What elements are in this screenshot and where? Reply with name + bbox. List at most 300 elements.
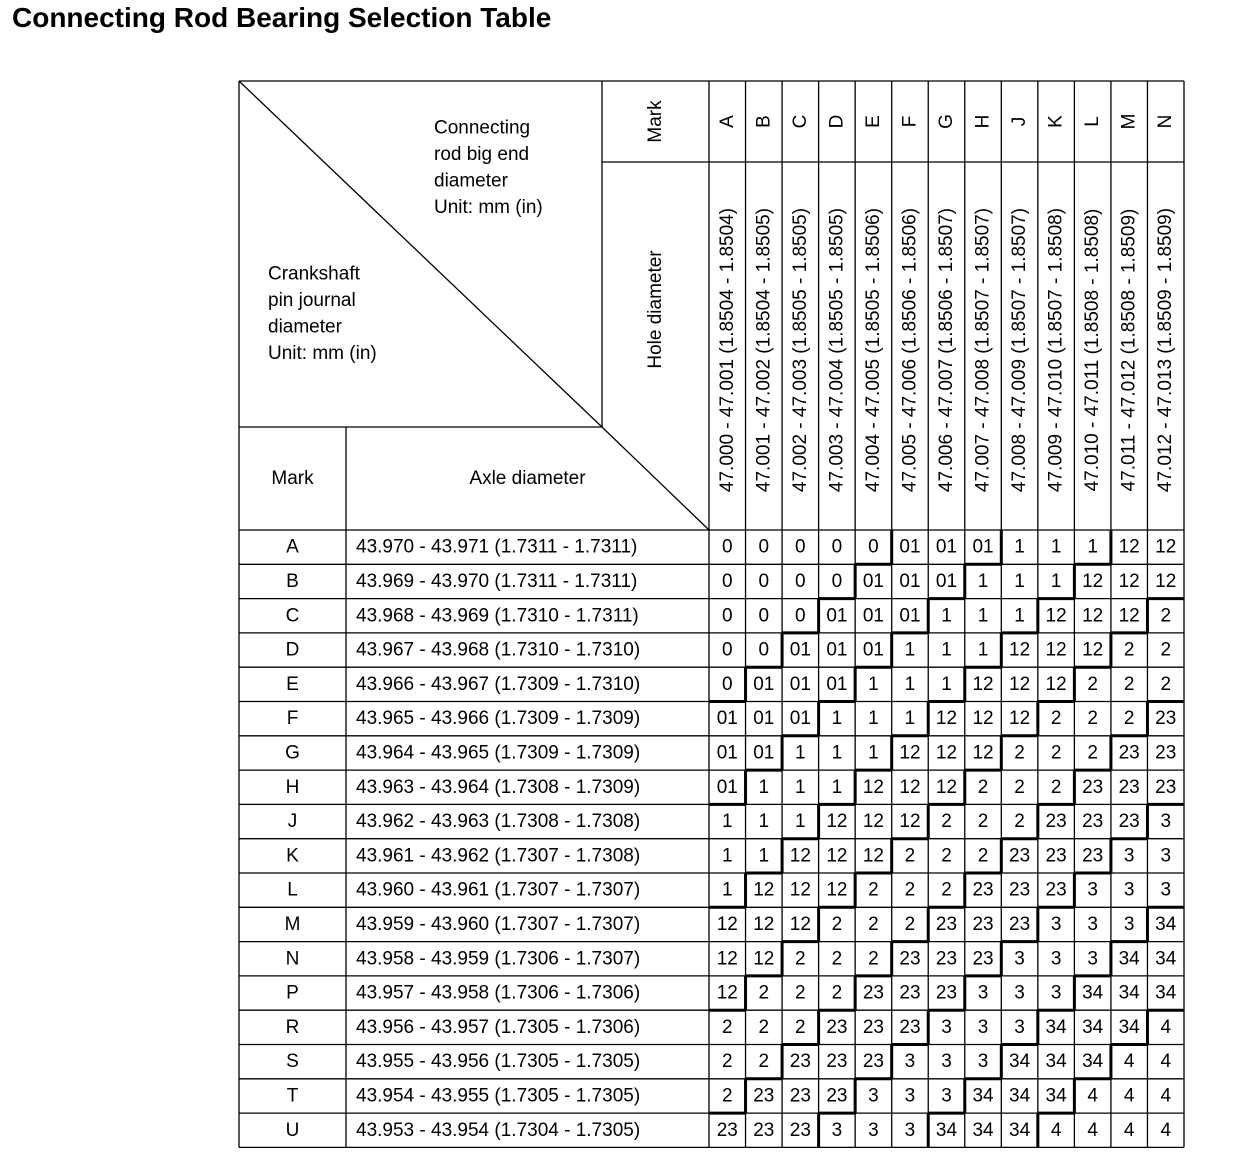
hole-diameter-range: 47.000 - 47.001 (1.8504 - 1.8504) [716, 207, 738, 493]
bearing-grade-cell: 3 [1014, 982, 1025, 1004]
hole-diameter-range: 47.009 - 47.010 (1.8507 - 1.8508) [1045, 207, 1067, 493]
hole-diameter-range: 47.003 - 47.004 (1.8505 - 1.8505) [826, 207, 848, 493]
bearing-grade-cell: 12 [716, 913, 738, 935]
bearing-grade-cell: 01 [935, 570, 958, 592]
rod-diameter-label: rod big end [434, 144, 530, 165]
bearing-grade-cell: 1 [904, 708, 916, 730]
journal-diameter-label: Crankshaft [268, 263, 360, 285]
bearing-grade-cell: 2 [868, 948, 879, 970]
axle-diameter-range: 43.964 - 43.965 (1.7309 - 1.7309) [356, 742, 641, 764]
bearing-grade-cell: 01 [753, 742, 775, 764]
bearing-grade-cell: 12 [1045, 605, 1067, 627]
bearing-grade-cell: 01 [753, 673, 775, 695]
axle-diameter-range: 43.959 - 43.960 (1.7307 - 1.7307) [356, 913, 641, 935]
bearing-grade-cell: 0 [795, 570, 806, 592]
bearing-grade-cell: 1 [831, 742, 843, 764]
bearing-grade-cell: 23 [1118, 776, 1140, 798]
bearing-grade-cell: 23 [1118, 811, 1140, 833]
bearing-grade-cell: 2 [1050, 776, 1062, 798]
bearing-grade-cell: 2 [1123, 708, 1135, 730]
bearing-grade-cell: 12 [789, 845, 811, 867]
bearing-grade-cell: 3 [941, 1051, 952, 1073]
bearing-grade-cell: 23 [1045, 811, 1067, 833]
row-mark-heading: Mark [271, 468, 314, 489]
bearing-grade-cell: 2 [1087, 742, 1098, 764]
bearing-grade-cell: 01 [862, 605, 884, 627]
journal-diameter-label: diameter [268, 316, 342, 338]
bearing-grade-cell: 12 [1045, 673, 1067, 695]
bearing-grade-cell: 12 [862, 811, 884, 833]
bearing-grade-cell: 34 [1045, 1016, 1067, 1038]
bearing-grade-cell: 23 [935, 913, 958, 935]
bearing-grade-cell: 0 [721, 605, 733, 627]
bearing-grade-cell: 3 [868, 1085, 879, 1107]
row-mark: T [286, 1085, 299, 1107]
row-mark: H [285, 776, 300, 798]
bearing-grade-cell: 34 [1118, 1016, 1140, 1038]
hole-diameter-range: 47.012 - 47.013 (1.8509 - 1.8509) [1155, 207, 1177, 493]
bearing-grade-cell: 34 [1009, 1119, 1031, 1141]
bearing-grade-cell: 12 [862, 776, 884, 798]
bearing-grade-cell: 0 [758, 605, 770, 627]
axle-diameter-range: 43.970 - 43.971 (1.7311 - 1.7311) [356, 536, 638, 558]
bearing-grade-cell: 0 [758, 570, 770, 592]
journal-diameter-label: Unit: mm (in) [268, 343, 377, 364]
row-mark: B [286, 570, 299, 592]
bearing-grade-cell: 1 [721, 879, 733, 901]
bearing-grade-cell: 01 [826, 673, 848, 695]
bearing-grade-cell: 23 [826, 1085, 848, 1107]
axle-diameter-range: 43.961 - 43.962 (1.7307 - 1.7308) [356, 845, 641, 867]
column-mark: G [936, 114, 957, 129]
bearing-grade-cell: 12 [1155, 536, 1177, 558]
bearing-grade-cell: 2 [941, 879, 952, 901]
row-mark: C [285, 605, 300, 627]
column-mark: A [716, 115, 738, 128]
rod-diameter-label: Connecting [434, 117, 531, 139]
bearing-grade-cell: 1 [721, 811, 733, 833]
bearing-grade-cell: 12 [1045, 639, 1067, 661]
bearing-grade-cell: 23 [789, 1085, 811, 1107]
bearing-grade-cell: 12 [826, 845, 848, 867]
bearing-grade-cell: 34 [1118, 948, 1140, 970]
bearing-grade-cell: 2 [977, 776, 989, 798]
bearing-grade-cell: 2 [904, 845, 916, 867]
row-mark: J [287, 811, 298, 833]
bearing-grade-cell: 01 [716, 776, 738, 798]
row-mark: D [285, 639, 300, 661]
bearing-grade-cell: 34 [1155, 948, 1177, 970]
bearing-grade-cell: 1 [1050, 570, 1062, 592]
bearing-grade-cell: 3 [1087, 913, 1098, 935]
bearing-grade-cell: 12 [972, 742, 994, 764]
bearing-grade-cell: 01 [789, 673, 811, 695]
row-mark: S [286, 1051, 299, 1073]
bearing-grade-cell: 4 [1123, 1051, 1135, 1073]
bearing-grade-cell: 12 [1082, 605, 1104, 627]
bearing-grade-cell: 4 [1160, 1085, 1172, 1107]
bearing-grade-cell: 2 [977, 811, 989, 833]
bearing-grade-cell: 34 [1009, 1051, 1031, 1073]
bearing-grade-cell: 3 [977, 1016, 989, 1038]
bearing-grade-cell: 23 [716, 1119, 738, 1141]
bearing-grade-cell: 12 [789, 879, 811, 901]
bearing-grade-cell: 2 [868, 879, 879, 901]
hole-diameter-range: 47.010 - 47.011 (1.8508 - 1.8508) [1082, 208, 1104, 492]
bearing-grade-cell: 2 [1014, 776, 1025, 798]
row-mark: N [285, 948, 300, 970]
journal-diameter-label: pin journal [268, 290, 356, 311]
bearing-grade-cell: 12 [935, 742, 958, 764]
bearing-grade-cell: 01 [753, 708, 775, 730]
corner-diagonal [602, 427, 709, 530]
bearing-grade-cell: 34 [1009, 1085, 1031, 1107]
row-mark: A [286, 536, 299, 558]
bearing-grade-cell: 3 [1014, 1016, 1025, 1038]
bearing-grade-cell: 1 [795, 776, 806, 798]
axle-diameter-range: 43.957 - 43.958 (1.7306 - 1.7306) [356, 982, 641, 1004]
bearing-grade-cell: 1 [1014, 605, 1025, 627]
bearing-grade-cell: 3 [1123, 879, 1135, 901]
bearing-grade-cell: 2 [1014, 811, 1025, 833]
column-mark: N [1155, 114, 1177, 129]
column-mark: H [972, 114, 994, 129]
page-title: Connecting Rod Bearing Selection Table [12, 2, 552, 33]
bearing-grade-cell: 2 [758, 1016, 770, 1038]
bearing-grade-cell: 01 [789, 639, 811, 661]
bearing-grade-cell: 3 [904, 1085, 916, 1107]
bearing-grade-cell: 23 [1045, 845, 1067, 867]
bearing-grade-cell: 23 [1082, 776, 1104, 798]
column-mark: E [862, 115, 884, 128]
bearing-grade-cell: 2 [1160, 605, 1172, 627]
bearing-grade-cell: 3 [977, 1051, 989, 1073]
bearing-grade-cell: 23 [1082, 845, 1104, 867]
bearing-grade-cell: 01 [899, 605, 921, 627]
bearing-grade-cell: 23 [789, 1051, 811, 1073]
bearing-grade-cell: 1 [941, 639, 952, 661]
bearing-grade-cell: 0 [795, 536, 806, 558]
column-mark: D [826, 114, 848, 129]
bearing-grade-cell: 12 [935, 708, 958, 730]
column-mark: F [899, 115, 921, 128]
bearing-grade-cell: 0 [758, 536, 770, 558]
bearing-grade-cell: 12 [1009, 639, 1031, 661]
bearing-grade-cell: 2 [721, 1051, 733, 1073]
bearing-grade-cell: 12 [1155, 570, 1177, 592]
bearing-grade-cell: 2 [795, 1016, 806, 1038]
bearing-grade-cell: 2 [758, 1051, 770, 1073]
bearing-grade-cell: 1 [831, 708, 843, 730]
bearing-grade-cell: 2 [1087, 708, 1098, 730]
axle-diameter-range: 43.956 - 43.957 (1.7305 - 1.7306) [356, 1016, 641, 1038]
bearing-grade-cell: 2 [1050, 708, 1062, 730]
bearing-grade-cell: 2 [1050, 742, 1062, 764]
bearing-grade-cell: 4 [1123, 1119, 1135, 1141]
bearing-grade-cell: 3 [904, 1051, 916, 1073]
bearing-grade-cell: 2 [941, 845, 952, 867]
bearing-grade-cell: 23 [862, 1016, 884, 1038]
bearing-grade-cell: 12 [972, 708, 994, 730]
bearing-grade-cell: 2 [941, 811, 952, 833]
row-mark: U [285, 1119, 300, 1141]
row-mark: F [286, 708, 299, 730]
bearing-grade-cell: 34 [972, 1085, 994, 1107]
bearing-grade-cell: 01 [972, 536, 994, 558]
bearing-grade-cell: 2 [1087, 673, 1098, 695]
rod-diameter-label: diameter [434, 170, 508, 192]
bearing-grade-cell: 2 [795, 982, 806, 1004]
bearing-grade-cell: 4 [1160, 1051, 1172, 1073]
bearing-grade-cell: 23 [862, 982, 884, 1004]
column-mark: L [1082, 116, 1104, 127]
bearing-grade-cell: 2 [904, 913, 916, 935]
bearing-grade-cell: 12 [789, 913, 811, 935]
bearing-grade-cell: 3 [1050, 982, 1062, 1004]
bearing-grade-cell: 12 [826, 879, 848, 901]
bearing-grade-cell: 12 [1118, 570, 1140, 592]
bearing-grade-cell: 12 [716, 982, 738, 1004]
bearing-grade-cell: 23 [826, 1051, 848, 1073]
bearing-grade-cell: 34 [1118, 982, 1140, 1004]
row-mark: R [285, 1016, 300, 1038]
bearing-grade-cell: 23 [1082, 811, 1104, 833]
bearing-grade-cell: 34 [935, 1119, 958, 1141]
bearing-grade-cell: 0 [795, 605, 806, 627]
bearing-grade-cell: 1 [977, 639, 989, 661]
bearing-grade-cell: 2 [1160, 673, 1172, 695]
bearing-grade-cell: 34 [1155, 982, 1177, 1004]
bearing-grade-cell: 34 [972, 1119, 994, 1141]
bearing-grade-cell: 3 [1087, 948, 1098, 970]
bearing-grade-cell: 2 [831, 948, 843, 970]
bearing-grade-cell: 23 [1155, 776, 1177, 798]
bearing-grade-cell: 3 [1014, 948, 1025, 970]
bearing-grade-cell: 3 [1160, 845, 1172, 867]
bearing-grade-cell: 23 [753, 1119, 775, 1141]
bearing-grade-cell: 01 [862, 639, 884, 661]
bearing-grade-cell: 3 [1087, 879, 1098, 901]
bearing-grade-cell: 12 [862, 845, 884, 867]
bearing-grade-cell: 2 [758, 982, 770, 1004]
bearing-grade-cell: 12 [1118, 536, 1140, 558]
bearing-grade-cell: 34 [1082, 1016, 1104, 1038]
bearing-grade-cell: 1 [795, 742, 806, 764]
hole-diameter-range: 47.007 - 47.008 (1.8507 - 1.8507) [972, 207, 994, 493]
column-mark: J [1009, 116, 1031, 127]
bearing-grade-cell: 01 [716, 742, 738, 764]
axle-diameter-range: 43.963 - 43.964 (1.7308 - 1.7309) [356, 776, 641, 798]
bearing-grade-cell: 1 [795, 811, 806, 833]
bearing-grade-cell: 34 [1045, 1051, 1067, 1073]
hole-diameter-range: 47.005 - 47.006 (1.8506 - 1.8506) [899, 207, 921, 493]
axle-diameter-range: 43.955 - 43.956 (1.7305 - 1.7305) [356, 1051, 641, 1073]
bearing-grade-cell: 23 [972, 913, 994, 935]
corner-diagonal [239, 81, 602, 427]
bearing-grade-cell: 3 [1123, 845, 1135, 867]
row-mark: E [286, 673, 299, 695]
bearing-grade-cell: 0 [758, 639, 770, 661]
bearing-grade-cell: 23 [899, 1016, 921, 1038]
bearing-grade-cell: 01 [826, 605, 848, 627]
bearing-grade-cell: 0 [721, 639, 733, 661]
bearing-grade-cell: 3 [868, 1119, 879, 1141]
bearing-grade-cell: 3 [904, 1119, 916, 1141]
bearing-grade-cell: 34 [1045, 1085, 1067, 1107]
bearing-grade-cell: 12 [716, 948, 738, 970]
axle-diameter-range: 43.965 - 43.966 (1.7309 - 1.7309) [356, 708, 641, 730]
bearing-grade-cell: 12 [753, 948, 775, 970]
bearing-grade-cell: 1 [1014, 570, 1025, 592]
bearing-grade-cell: 4 [1087, 1085, 1098, 1107]
axle-diameter-heading: Axle diameter [469, 468, 586, 489]
bearing-grade-cell: 2 [1014, 742, 1025, 764]
bearing-grade-cell: 4 [1123, 1085, 1135, 1107]
bearing-grade-cell: 0 [831, 570, 843, 592]
bearing-grade-cell: 3 [1123, 913, 1135, 935]
bearing-grade-cell: 2 [868, 913, 879, 935]
bearing-grade-cell: 1 [758, 776, 770, 798]
bearing-grade-cell: 23 [789, 1119, 811, 1141]
bearing-grade-cell: 12 [753, 913, 775, 935]
bearing-grade-cell: 01 [826, 639, 848, 661]
row-mark: L [287, 879, 298, 901]
bearing-grade-cell: 3 [941, 1016, 952, 1038]
column-mark: K [1045, 115, 1067, 128]
bearing-grade-cell: 1 [868, 673, 879, 695]
bearing-grade-cell: 2 [1123, 673, 1135, 695]
bearing-grade-cell: 23 [1009, 913, 1031, 935]
bearing-grade-cell: 23 [972, 948, 994, 970]
bearing-grade-cell: 12 [899, 742, 921, 764]
bearing-grade-cell: 12 [753, 879, 775, 901]
bearing-grade-cell: 23 [899, 948, 921, 970]
bearing-grade-cell: 23 [935, 982, 958, 1004]
bearing-grade-cell: 1 [977, 605, 989, 627]
bearing-grade-cell: 23 [899, 982, 921, 1004]
bearing-grade-cell: 12 [972, 673, 994, 695]
axle-diameter-range: 43.969 - 43.970 (1.7311 - 1.7311) [356, 570, 638, 592]
bearing-grade-cell: 12 [1118, 605, 1140, 627]
bearing-grade-cell: 01 [862, 570, 884, 592]
bearing-grade-cell: 4 [1160, 1016, 1172, 1038]
axle-diameter-range: 43.954 - 43.955 (1.7305 - 1.7305) [356, 1085, 641, 1107]
bearing-grade-cell: 12 [899, 776, 921, 798]
bearing-grade-cell: 3 [941, 1085, 952, 1107]
bearing-grade-cell: 12 [1082, 639, 1104, 661]
bearing-grade-cell: 4 [1087, 1119, 1098, 1141]
bearing-grade-cell: 12 [935, 776, 958, 798]
rod-diameter-label: Unit: mm (in) [434, 197, 543, 218]
bearing-grade-cell: 3 [1050, 948, 1062, 970]
bearing-grade-cell: 12 [899, 811, 921, 833]
bearing-grade-cell: 0 [831, 536, 843, 558]
column-mark: M [1118, 113, 1140, 130]
row-mark: G [285, 742, 300, 764]
row-mark: K [286, 845, 299, 867]
bearing-grade-cell: 1 [721, 845, 733, 867]
bearing-grade-cell: 1 [941, 605, 952, 627]
bearing-grade-cell: 3 [831, 1119, 843, 1141]
bearing-grade-cell: 1 [758, 845, 770, 867]
bearing-grade-cell: 1 [758, 811, 770, 833]
row-mark: P [286, 982, 299, 1004]
bearing-grade-cell: 3 [1160, 879, 1172, 901]
bearing-grade-cell: 0 [721, 673, 733, 695]
bearing-grade-cell: 1 [977, 570, 989, 592]
hole-diameter-range: 47.001 - 47.002 (1.8504 - 1.8505) [753, 207, 775, 493]
bearing-grade-cell: 23 [972, 879, 994, 901]
bearing-grade-cell: 23 [826, 1016, 848, 1038]
bearing-grade-cell: 3 [1050, 913, 1062, 935]
axle-diameter-range: 43.960 - 43.961 (1.7307 - 1.7307) [356, 879, 641, 901]
bearing-grade-cell: 1 [941, 673, 952, 695]
bearing-grade-cell: 1 [1050, 536, 1062, 558]
bearing-grade-cell: 0 [721, 570, 733, 592]
bearing-grade-cell: 1 [868, 742, 879, 764]
bearing-grade-cell: 23 [1155, 742, 1177, 764]
bearing-grade-cell: 2 [1123, 639, 1135, 661]
bearing-grade-cell: 1 [904, 673, 916, 695]
bearing-grade-cell: 12 [1009, 673, 1031, 695]
axle-diameter-range: 43.958 - 43.959 (1.7306 - 1.7307) [356, 948, 641, 970]
hole-diameter-range: 47.011 - 47.012 (1.8508 - 1.8509) [1118, 208, 1140, 492]
bearing-grade-cell: 23 [1045, 879, 1067, 901]
bearing-grade-cell: 1 [1014, 536, 1025, 558]
bearing-grade-cell: 23 [1118, 742, 1140, 764]
column-mark: B [753, 115, 775, 128]
bearing-grade-cell: 23 [1155, 708, 1177, 730]
axle-diameter-range: 43.968 - 43.969 (1.7310 - 1.7311) [356, 605, 639, 627]
bearing-grade-cell: 4 [1160, 1119, 1172, 1141]
bearing-grade-cell: 3 [977, 982, 989, 1004]
bearing-grade-cell: 2 [1160, 639, 1172, 661]
bearing-grade-cell: 0 [868, 536, 879, 558]
bearing-grade-cell: 01 [899, 536, 921, 558]
bearing-grade-cell: 12 [1082, 570, 1104, 592]
axle-diameter-range: 43.967 - 43.968 (1.7310 - 1.7310) [356, 639, 641, 661]
bearing-grade-cell: 23 [1009, 845, 1031, 867]
bearing-grade-cell: 2 [721, 1016, 733, 1038]
hole-diameter-range: 47.004 - 47.005 (1.8505 - 1.8506) [862, 207, 884, 493]
bearing-grade-cell: 1 [868, 708, 879, 730]
bearing-grade-cell: 01 [899, 570, 921, 592]
hole-diameter-range: 47.002 - 47.003 (1.8505 - 1.8505) [789, 207, 811, 493]
hole-diameter-range: 47.008 - 47.009 (1.8507 - 1.8507) [1009, 207, 1031, 493]
bearing-grade-cell: 34 [1082, 982, 1104, 1004]
bearing-grade-cell: 01 [935, 536, 958, 558]
row-mark: M [284, 913, 301, 935]
bearing-grade-cell: 12 [826, 811, 848, 833]
bearing-grade-cell: 01 [716, 708, 738, 730]
bearing-grade-cell: 3 [1160, 811, 1172, 833]
bearing-grade-cell: 0 [721, 536, 733, 558]
bearing-grade-cell: 23 [935, 948, 958, 970]
bearing-grade-cell: 01 [789, 708, 811, 730]
bearing-grade-cell: 1 [904, 639, 916, 661]
bearing-grade-cell: 2 [721, 1085, 733, 1107]
bearing-grade-cell: 34 [1155, 913, 1177, 935]
bearing-grade-cell: 34 [1082, 1051, 1104, 1073]
bearing-grade-cell: 1 [1087, 536, 1098, 558]
bearing-grade-cell: 2 [977, 845, 989, 867]
bearing-grade-cell: 2 [904, 879, 916, 901]
column-mark: C [789, 114, 811, 129]
hole-diameter-heading: Hole diameter [645, 250, 666, 369]
axle-diameter-range: 43.962 - 43.963 (1.7308 - 1.7308) [356, 811, 641, 833]
axle-diameter-range: 43.966 - 43.967 (1.7309 - 1.7310) [356, 673, 641, 695]
bearing-grade-cell: 2 [831, 913, 843, 935]
